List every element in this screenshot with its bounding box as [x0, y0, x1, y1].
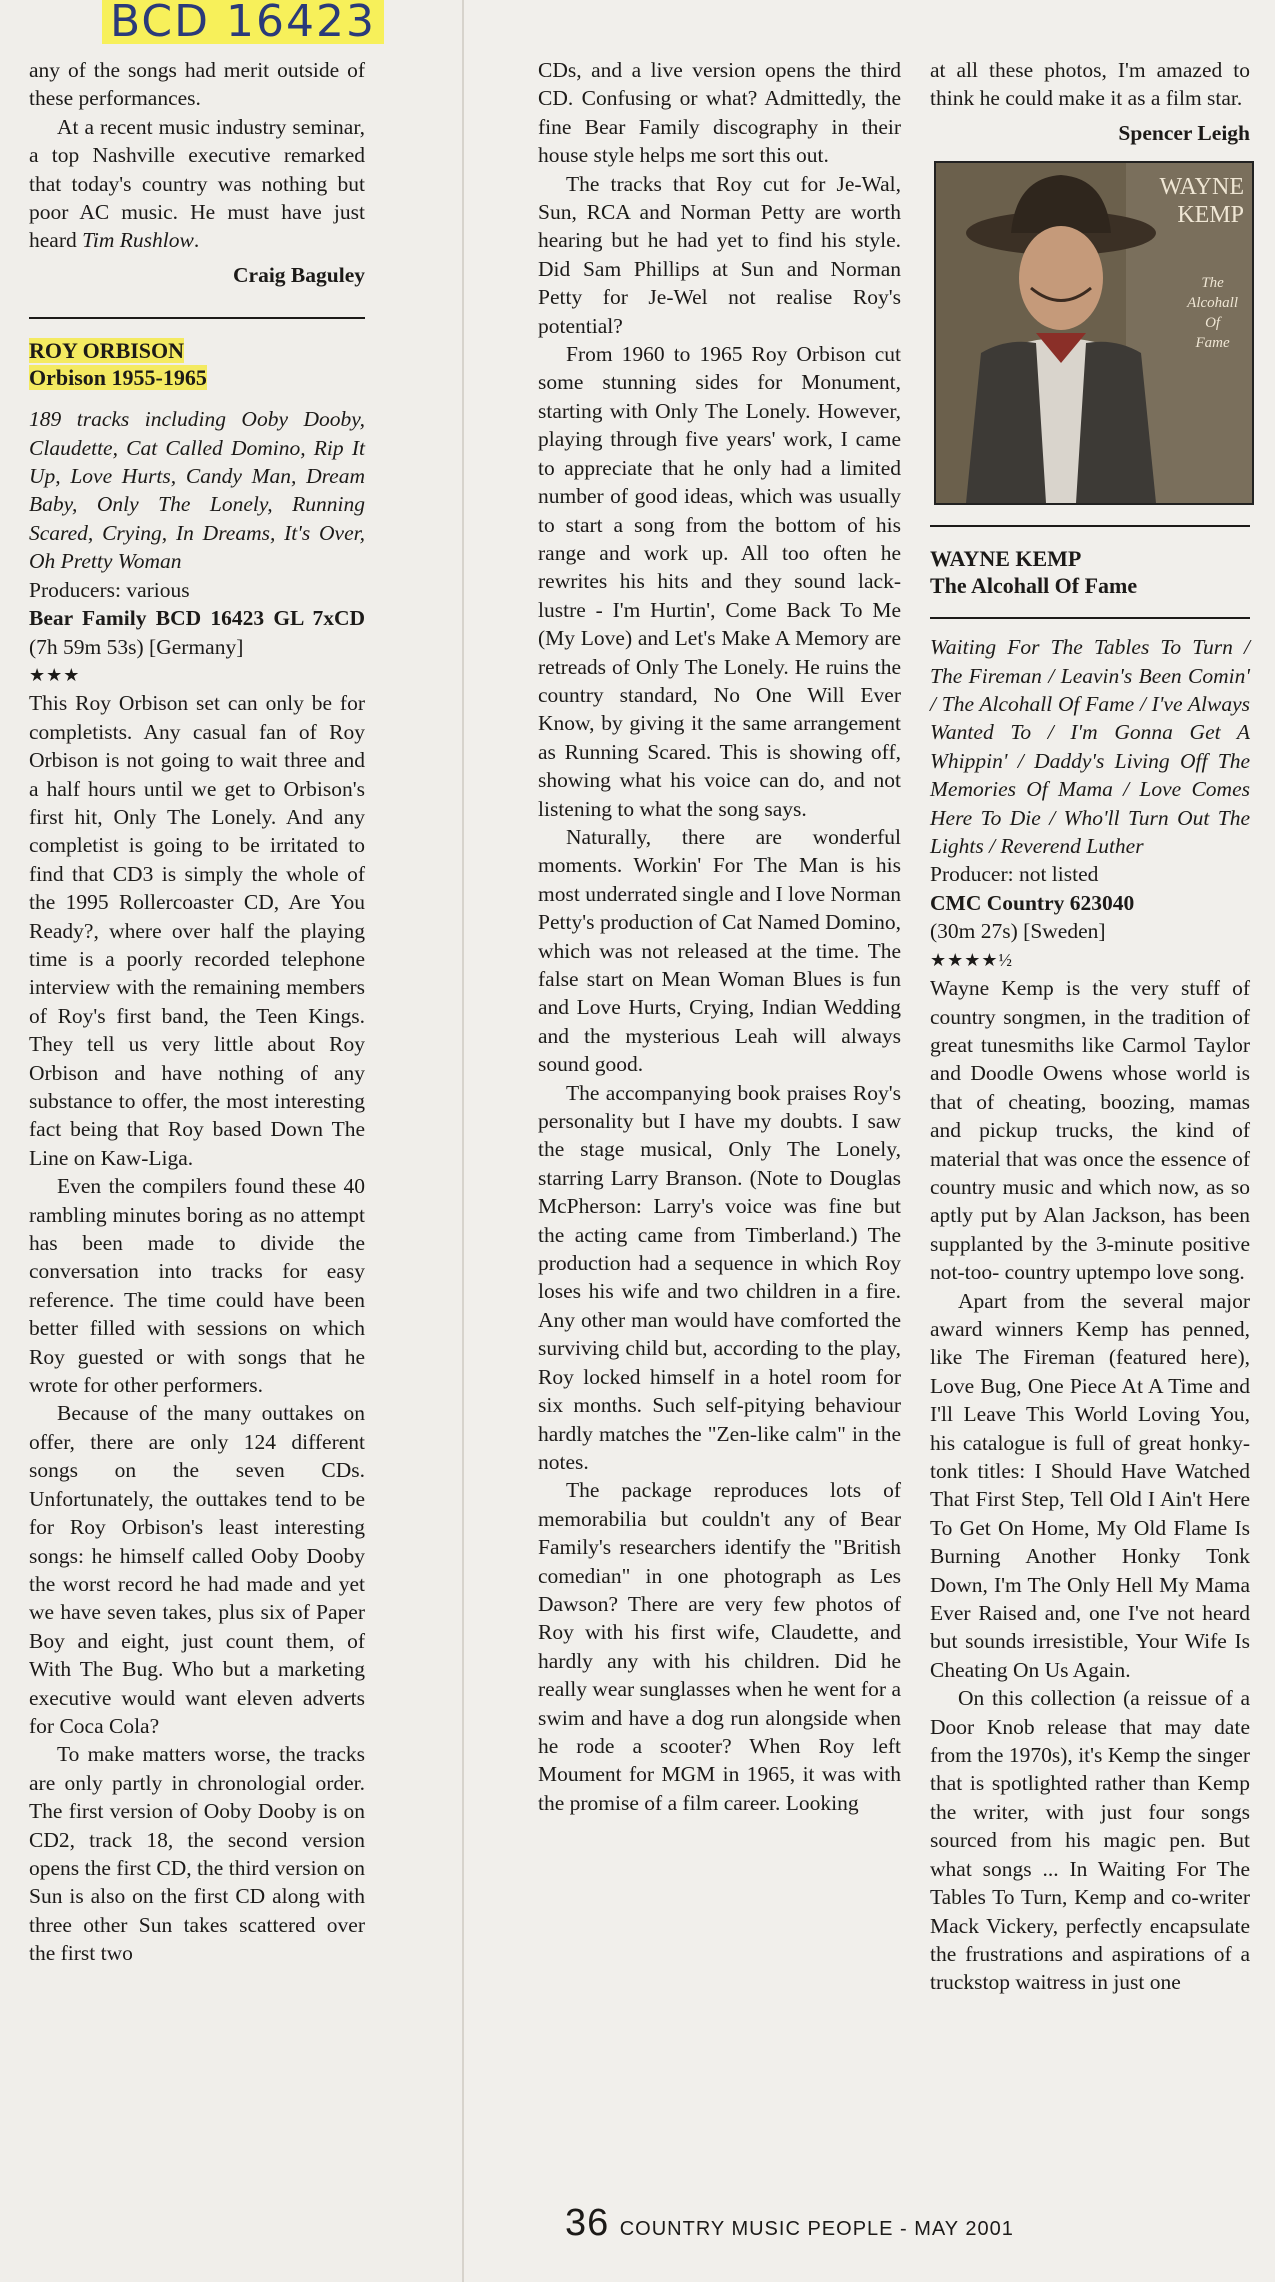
star-rating: ★★★★½ — [930, 949, 1014, 970]
artist-name: ROY ORBISON — [29, 338, 185, 364]
track-listing: 189 tracks including Ooby Dooby, Claudette, Cat Called Domino, Rip It Up, Love Hurts, Candy Man, Dream Baby, Only The Lonely, Running Scared, Crying, In Dreams, It's Over, Oh Pretty Woman — [29, 407, 365, 574]
cover-subtitle: The Alcohall Of Fame — [1187, 275, 1238, 352]
review-paragraph: The tracks that Roy cut for Je-Wal, Sun, RCA and Norman Petty are worth hearing but he had yet to find his style. Did Sam Phillips at Sun and Norman Petty for Je-Wel not realise Roy's potential? — [538, 171, 901, 338]
column-1 — [29, 56, 365, 1968]
review-paragraph: From 1960 to 1965 Roy Orbison cut some stunning sides for Monument, starting with Only The Lonely. However, playing through five years' work, I came to appreciate that he only had a limited number of good ideas, which was usually to start a song from the bottom of his range and work up. All too often he rewrites his hits and they sound lack-lustre - I'm Hurtin', Come Back To Me (My Love) and Let's Make A Memory are retreads of Only The Lonely. He ruins the country standard, No One Will Ever Know, by giving it the same arrangement as Running Scared. This is showing off, showing what his voice can do, and not listening to what the song says. — [538, 342, 901, 821]
reviewer-signature: Craig Baguley — [233, 262, 365, 287]
column-3 — [930, 56, 1250, 1997]
page-footer — [565, 2202, 1014, 2245]
label-info: Bear Family BCD 16423 GL 7xCD (7h 59m 53s) [Germany] — [29, 606, 365, 659]
review-paragraph: Because of the many outtakes on offer, there are only 124 different songs on the seven CDs. Unfortunately, the outtakes tend to be for Roy Orbison's least interesting songs: he himself called Ooby Dooby the worst record he had made and yet we have seven takes, plus six of Paper Boy and eight, just count them, of With The Bug. Who but a marketing executive would want eleven adverts for Coca Cola? — [29, 1401, 365, 1738]
track-listing: Waiting For The Tables To Turn / The Fireman / Leavin's Been Comin' / The Alcohall Of Fame / I've Always Wanted To / I'm Gonna Get A Whippin' / Daddy's Living Off The Memories Of Mama / Love Comes Here To Die / Who'll Turn Out The Lights / Reverend Luther — [930, 635, 1250, 859]
review-ending-paragraph: at all these photos, I'm amazed to think he could make it as a film star. — [930, 58, 1250, 111]
album-title: Orbison 1955-1965 — [29, 365, 207, 391]
review-paragraph: The package reproduces lots of memorabilia but couldn't any of Bear Family's researchers identify the "British comedian" in one photograph as Les Dawson? There are very few photos of Roy with his first wife, Claudette, and hardly any with his children. Did he really wear sunglasses when he went for a swim and have a dog run alongside when he rode a scooter? When Roy left Moument for MGM in 1965, it was with the promise of a film career. Looking — [538, 1478, 901, 1815]
section-divider — [930, 525, 1250, 527]
review-header-kemp — [930, 545, 1250, 599]
review-paragraph: Naturally, there are wonderful moments. Workin' For The Man is his most underrated single and I love Norman Petty's production of Cat Named Domino, which was not released at the time. The false start on Mean Woman Blues is fun and Love Hurts, Crying, Indian Wedding and the mysterious Leah will always sound good. — [538, 824, 902, 1077]
review-paragraph: Wayne Kemp is the very stuff of country songmen, in the tradition of great tunesmiths like Carmol Taylor and Doodle Owens whose world is that of cheating, boozing, mamas and pickup trucks, the kind of material that was once the essence of country music and which now, as so aptly put by Alan Jackson, has been supplanted by the 3-minute positive not-too- country uptempo love song. — [930, 976, 1250, 1285]
runtime-info: (30m 27s) [Sweden] — [930, 919, 1106, 944]
review-paragraph: To make matters worse, the tracks are only partly in chronologial order. The first version of Ooby Dooby is on CD2, track 18, the second version opens the first CD, the third version on Sun is also on the first CD along with three other Sun takes scattered over the first two — [29, 1742, 365, 1966]
page-number: 36 — [565, 2202, 610, 2244]
review-paragraph: This Roy Orbison set can only be for completists. Any casual fan of Roy Orbison is not going to wait three and a half hours until we get to Orbison's first hit, Only The Lonely. And any completist is going to be irritated to find that CD3 is simply the whole of the 1995 Rollercoaster CD, Are You Ready?, where over half the playing time is a poorly recorded telephone interview with the remaining members of Roy's first band, the Teen Kings. They tell us very little about Roy Orbison and have nothing of any substance to offer, the most interesting fact being that Roy based Down The Line on Kaw-Liga. — [29, 691, 365, 1170]
star-rating: ★★★ — [29, 664, 81, 685]
column-2 — [538, 56, 901, 1817]
cover-title: WAYNE KEMP — [1159, 174, 1244, 229]
producer-line: Producer: not listed — [930, 862, 1099, 887]
review-paragraph: Apart from the several major award winners Kemp has penned, like The Fireman (featured here), Love Bug, One Piece At A Time and I'll Leave This World Loving You, his catalogue is full of great honky-tonk titles: I Should Have Watched That First Step, Tell Old I Ain't Here To Get On Home, My Old Flame Is Burning Another Honky Tonk Down, I'm The Only Hell My Mama Ever Raised and, one I've not heard but sounds irresistible, Your Wife Is Cheating On Us Again. — [930, 1288, 1250, 1682]
review-ending-paragraph-2: At a recent music industry seminar, a top Nashville executive remarked that today's country was nothing but poor AC music. He must have just heard Tim Rushlow. — [29, 114, 365, 253]
album-cover-photo — [934, 161, 1254, 505]
producers-line: Producers: various — [29, 577, 190, 602]
review-header-orbison — [29, 337, 365, 391]
review-paragraph: CDs, and a live version opens the third CD. Confusing or what? Admittedly, the fine Bear Family discography in their house style helps me sort this out. — [538, 58, 901, 168]
magazine-footer-text: COUNTRY MUSIC PEOPLE - MAY 2001 — [619, 2218, 1014, 2240]
section-divider — [29, 317, 365, 319]
handwritten-catalog-note: BCD 16423 — [102, 0, 384, 44]
album-title: The Alcohall Of Fame — [930, 573, 1138, 599]
artist-name: WAYNE KEMP — [930, 546, 1082, 572]
review-ending-paragraph: any of the songs had merit outside of these performances. — [29, 58, 365, 111]
review-paragraph: The accompanying book praises Roy's personality but I have my doubts. I saw the stage musical, Only The Lonely, starring Larry Branson. (Note to Douglas McPherson: Larry's voice was fine but the acting came from Timberland.) The production had a sequence in which Roy loses his wife and two children in a fire. Any other man would have comforted the surviving child but, according to the play, Roy locked himself in a hotel room for six months. Such self-pitying behaviour hardly matches the "Zen-like calm" in the notes. — [538, 1080, 901, 1474]
section-divider — [930, 617, 1250, 619]
review-paragraph: On this collection (a reissue of a Door Knob release that may date from the 1970s), it's Kemp the singer that is spotlighted rather than Kemp the writer, with just four songs sourced from his magic pen. But what songs ... In Waiting For The Tables To Turn, Kemp and co-writer Mack Vickery, perfectly encapsulate the frustrations and aspirations of a truckstop waitress in just one — [930, 1686, 1250, 1995]
review-paragraph: Even the compilers found these 40 rambling minutes boring as no attempt has been made to divide the conversation into tracks for easy reference. The time could have been better filled with sessions on which Roy guested or with songs that he wrote for other performers. — [29, 1174, 365, 1398]
reviewer-signature: Spencer Leigh — [1118, 120, 1250, 145]
label-info: CMC Country 623040 — [930, 890, 1135, 915]
